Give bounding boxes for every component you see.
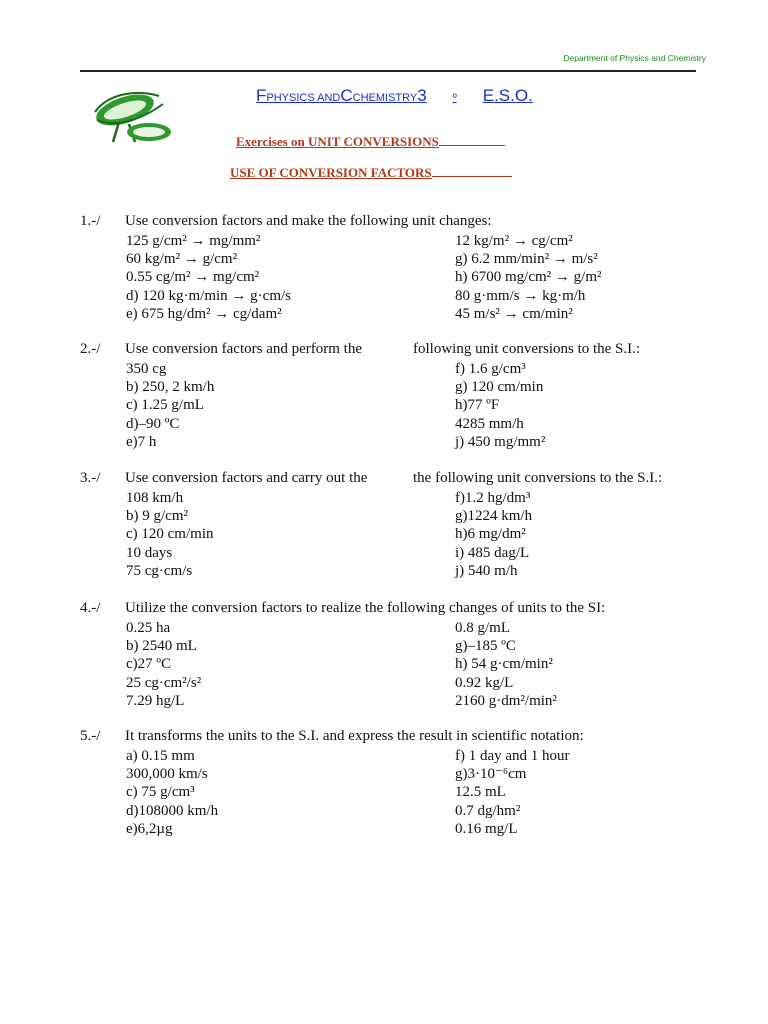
title-eso: E.S.O. [482, 86, 533, 105]
list-item: a) 0.15 mm [126, 748, 195, 764]
list-item: c)27 ºC [126, 656, 172, 673]
list-item: 80 g·mm/s → kg·m/h [455, 287, 586, 304]
exercise-intro-continued: the following unit conversions to the S.I.: [413, 470, 663, 486]
left-column [126, 489, 213, 580]
subtitle-unit-conversions: Exercises on UNIT CONVERSIONS [236, 134, 505, 150]
list-item: 75 cg·cm/s [126, 562, 193, 579]
list-item: h)77 ºF [455, 397, 500, 414]
school-logo-icon [89, 82, 175, 146]
list-item: c) 1.25 g/mL [126, 397, 204, 414]
list-item: d)108000 km/h [126, 802, 219, 819]
list-item: g)3·10⁻⁶cm [455, 766, 527, 783]
department-label: Department of Physics and Chemistry [563, 53, 706, 63]
list-item: 0.25 ha [126, 620, 171, 636]
list-item: 0.7 dg/hm² [455, 802, 521, 819]
list-item: g) 120 cm/min [455, 379, 544, 396]
right-column [455, 619, 557, 710]
title-f: F [256, 86, 267, 105]
list-item: 108 km/h [126, 490, 184, 506]
list-item: 25 cg·cm²/s² [126, 674, 202, 691]
list-item: b) 250, 2 km/h [126, 379, 215, 396]
list-item: g) 6.2 mm/min² → m/s² [455, 251, 598, 268]
list-item: e)7 h [126, 433, 157, 450]
right-column [455, 489, 532, 580]
title-c: C [340, 86, 353, 105]
list-item: g)–185 ºC [455, 638, 516, 655]
exercise-intro: Use conversion factors and make the following unit changes: [125, 213, 492, 229]
left-column [126, 619, 201, 710]
list-item: 0.55 cg/m² → mg/cm² [126, 269, 260, 286]
header-rule [80, 70, 696, 72]
exercise-intro: Utilize the conversion factors to realize the following changes of units to the SI: [125, 600, 606, 616]
exercise-number: 1.-/ [80, 213, 101, 229]
list-item: 0.8 g/mL [455, 620, 510, 636]
exercise-intro: It transforms the units to the S.I. and express the result in scientific notation: [125, 728, 584, 744]
list-item: h) 6700 mg/cm² → g/m² [455, 269, 602, 286]
list-item: 60 kg/m² → g/cm² [126, 251, 238, 268]
list-item: d) 120 kg·m/min → g·cm/s [126, 287, 291, 304]
list-item: j) 540 m/h [455, 562, 518, 579]
list-item: f) 1 day and 1 hour [455, 748, 570, 764]
exercise-number: 2.-/ [80, 341, 101, 357]
exercise-intro: Use conversion factors and carry out the [125, 470, 368, 486]
list-item: 45 m/s² → cm/min² [455, 305, 573, 322]
list-item: d)–90 ºC [126, 415, 180, 432]
list-item: h)6 mg/dm² [455, 526, 526, 543]
list-item: 350 cg [126, 361, 167, 377]
list-item: 7.29 hg/L [126, 692, 185, 709]
left-column [126, 232, 291, 323]
exercise-intro-continued: following unit conversions to the S.I.: [413, 341, 641, 357]
list-item: 125 g/cm² → mg/mm² [126, 233, 261, 249]
list-item: 4285 mm/h [455, 415, 524, 432]
list-item: 0.92 kg/L [455, 674, 514, 691]
right-column [455, 360, 545, 451]
exercise-number: 4.-/ [80, 600, 101, 616]
title-grade: 3 [417, 86, 427, 105]
list-item: 2160 g·dm²/min² [455, 692, 557, 709]
subtitle-conversion-factors: USE OF CONVERSION FACTORS [230, 165, 512, 181]
left-column [126, 747, 218, 838]
list-item: 10 days [126, 544, 173, 561]
list-item: f) 1.6 g/cm³ [455, 361, 526, 377]
list-item: g)1224 km/h [455, 508, 533, 525]
exercise-number: 3.-/ [80, 470, 101, 486]
list-item: 12 kg/m² → cg/cm² [455, 233, 573, 249]
list-item: j) 450 mg/mm² [455, 433, 546, 450]
title-chemistry: CHEMISTRY [352, 92, 418, 104]
list-item: b) 2540 mL [126, 638, 197, 655]
right-column [455, 232, 601, 323]
list-item: b) 9 g/cm² [126, 508, 188, 525]
right-column [455, 747, 570, 838]
list-item: 300,000 km/s [126, 766, 208, 783]
left-column [126, 360, 214, 451]
list-item: c) 120 cm/min [126, 526, 214, 543]
exercise-intro: Use conversion factors and perform the [125, 341, 362, 357]
list-item: e) 675 hg/dm² → cg/dam² [126, 305, 282, 322]
list-item: f)1.2 hg/dm³ [455, 490, 531, 506]
title-degree: º [452, 92, 457, 104]
list-item: c) 75 g/cm³ [126, 784, 195, 801]
title-physics: PHYSICS AND [266, 92, 341, 104]
list-item: i) 485 dag/L [455, 544, 530, 561]
list-item: h) 54 g·cm/min² [455, 656, 553, 673]
list-item: 12.5 mL [455, 784, 506, 801]
exercise-number: 5.-/ [80, 728, 101, 744]
list-item: 0.16 mg/L [455, 820, 518, 837]
list-item: e)6,2µg [126, 820, 173, 837]
page-title [256, 86, 533, 106]
